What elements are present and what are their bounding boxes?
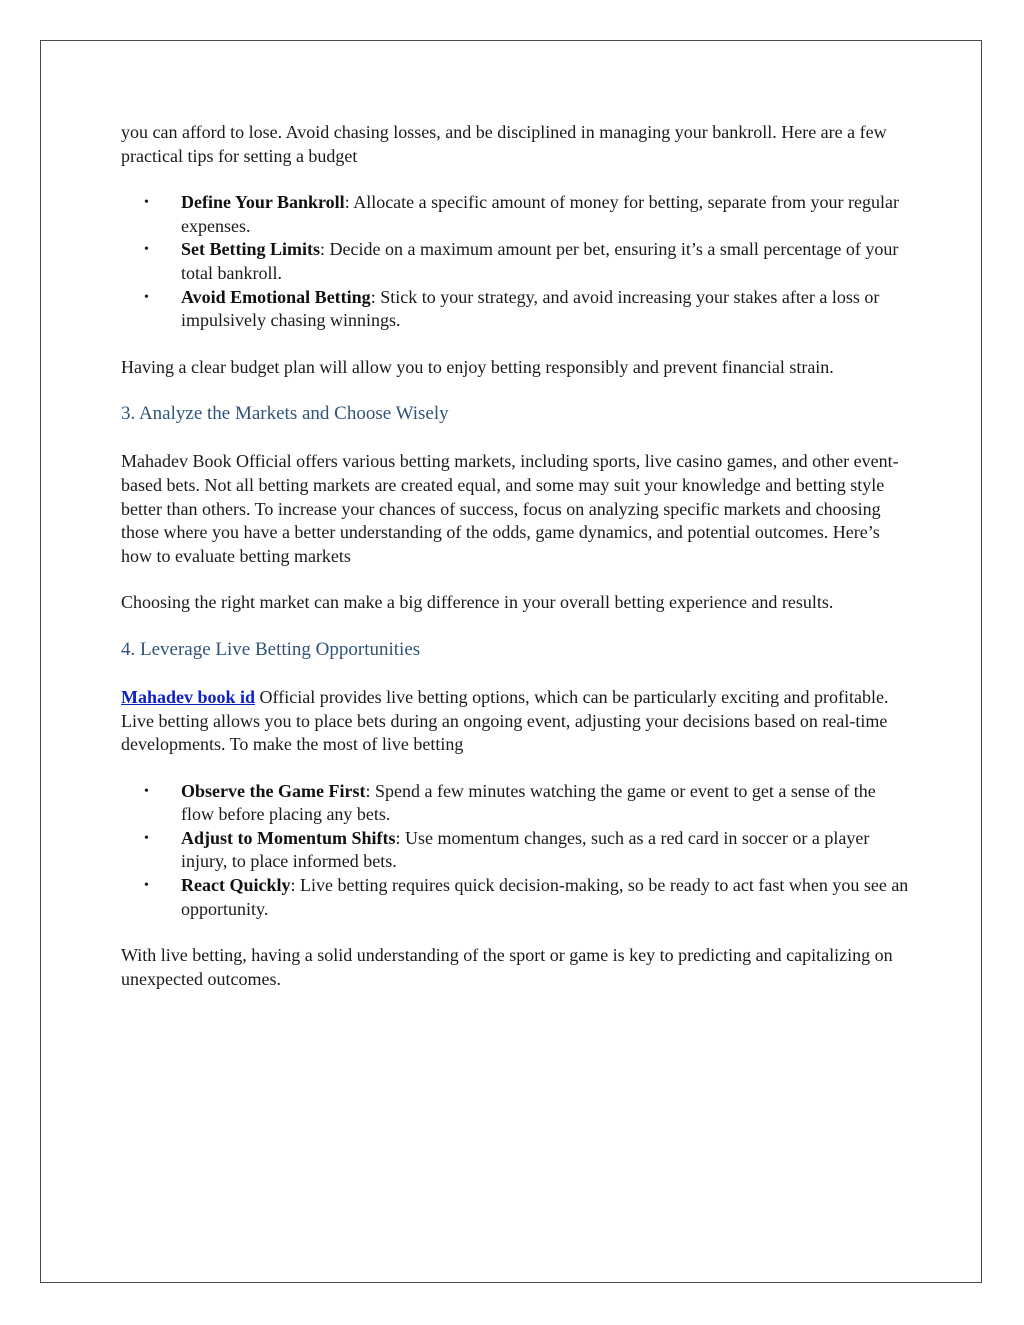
section-4-heading: 4. Leverage Live Betting Opportunities (121, 638, 421, 660)
section-3-heading: 3. Analyze the Markets and Choose Wisely (121, 403, 449, 425)
list-item-text: : Use momentum changes, such as a red card in soccer or a player injury, to place informed bets. (181, 827, 870, 872)
list-item-text: : Spend a few minutes watching the game or event to get a sense of the flow before placing any bets. (181, 780, 876, 825)
section-4-conclusion-paragraph: With live betting, having a solid understanding of the sport or game is key to predicting and capitalizing on unexpected outcomes. (121, 945, 893, 989)
list-item-text: : Stick to your strategy, and avoid increasing your stakes after a loss or impulsively chasing winnings. (181, 286, 880, 331)
list-item (121, 780, 911, 827)
list-item (121, 827, 911, 874)
intro-paragraph: you can afford to lose. Avoid chasing losses, and be disciplined in managing your bankroll. Here are a few practical tips for setting a budget (121, 122, 887, 166)
list-item-term: React Quickly (181, 875, 291, 896)
page-content (121, 121, 911, 1014)
list-item (121, 286, 911, 333)
live-betting-tips-list (121, 780, 911, 922)
list-item-term: Observe the Game First (181, 780, 366, 801)
bullet-icon: • (144, 195, 149, 211)
bullet-icon: • (144, 878, 149, 894)
section-4-paragraph-1 (121, 686, 911, 757)
budget-conclusion-paragraph: Having a clear budget plan will allow you to enjoy betting responsibly and prevent financial strain. (121, 356, 834, 377)
budget-tips-list (121, 191, 911, 333)
mahadev-book-id-link[interactable]: Mahadev book id (121, 686, 256, 707)
list-item-text: : Allocate a specific amount of money for betting, separate from your regular expenses. (181, 192, 899, 236)
list-item (121, 238, 911, 285)
section-3-paragraph-2: Choosing the right market can make a big difference in your overall betting experience and results. (121, 592, 834, 613)
list-item-text: : Live betting requires quick decision-making, so be ready to act fast when you see an opportunity. (181, 875, 909, 919)
bullet-icon: • (144, 242, 149, 258)
list-item (121, 874, 911, 921)
list-item (121, 191, 911, 238)
section-3-paragraph-1: Mahadev Book Official offers various betting markets, including sports, live casino games, and other event-based bets. Not all betting markets are created equal, and some may suit your knowledge and betting style better than others. To increase your chances of success, focus on analyzing specific markets and choosing those where you have a better understanding of the odds, game dynamics, and potential outcomes. Here’s how to evaluate betting markets (121, 451, 899, 566)
list-item-term: Define Your Bankroll (181, 192, 345, 213)
list-item-term: Avoid Emotional Betting (181, 286, 371, 307)
bullet-icon: • (144, 783, 149, 799)
list-item-term: Set Betting Limits (181, 239, 320, 260)
list-item-text: : Decide on a maximum amount per bet, ensuring it’s a small percentage of your total bankroll. (181, 239, 899, 283)
bullet-icon: • (144, 289, 149, 305)
list-item-term: Adjust to Momentum Shifts (181, 827, 396, 848)
section-4-paragraph-1-text: Official provides live betting options, which can be particularly exciting and profitable. Live betting allows you to place bets during an ongoing event, adjusting your decisions based on real-time developments. To make the most of live betting (121, 686, 889, 755)
document-page (40, 40, 982, 1283)
bullet-icon: • (144, 830, 149, 846)
